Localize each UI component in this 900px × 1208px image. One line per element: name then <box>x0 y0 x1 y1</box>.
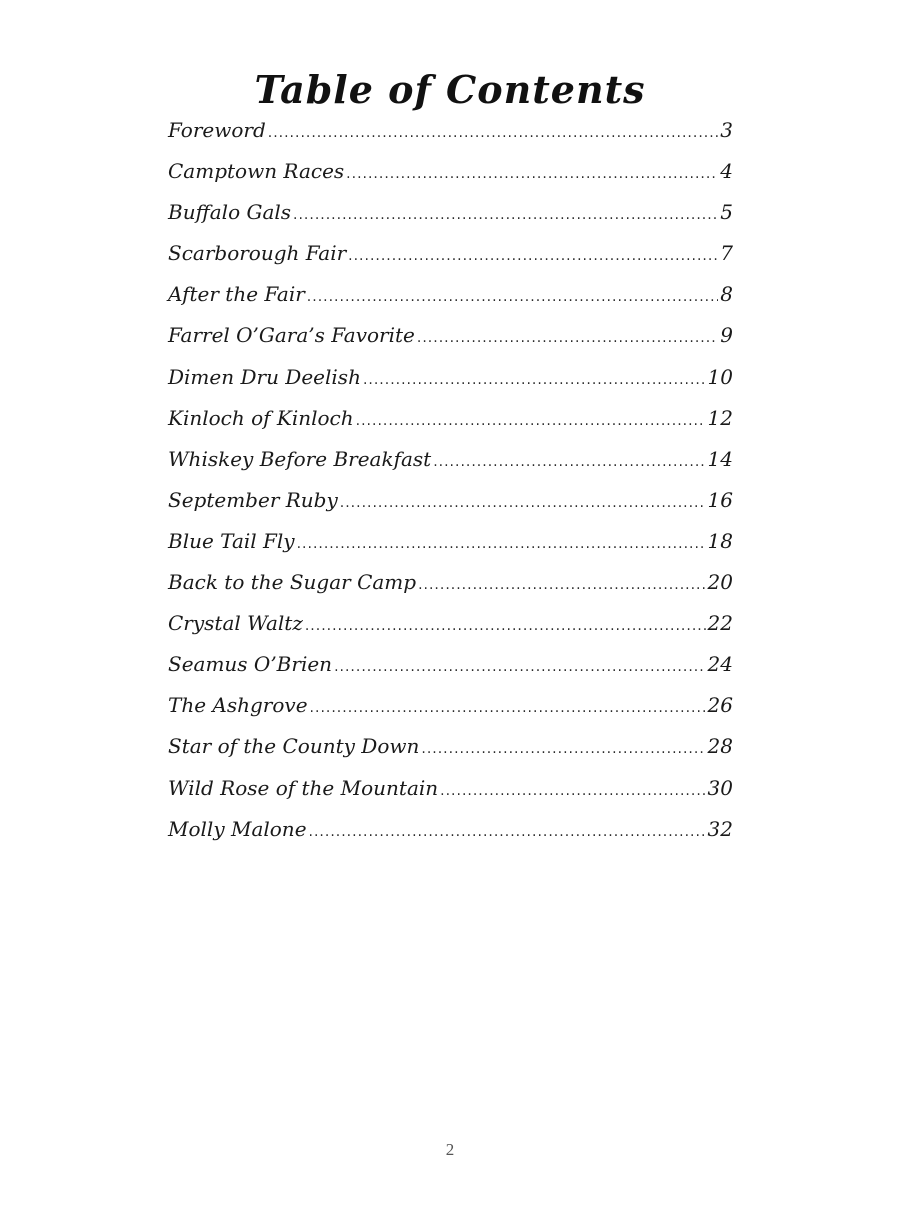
dot-leader <box>346 166 718 182</box>
dot-leader <box>340 495 706 511</box>
dot-leader <box>418 577 705 593</box>
toc-entry-title: Star of the County Down <box>168 734 420 759</box>
toc-entry[interactable] <box>168 118 733 159</box>
toc-entry-page: 12 <box>707 405 733 430</box>
toc-entry-page: 8 <box>720 282 733 307</box>
toc-entry[interactable] <box>168 406 733 447</box>
toc-entry-page: 20 <box>707 570 733 595</box>
dot-leader <box>433 454 705 470</box>
dot-leader <box>417 330 718 346</box>
toc-entry-page: 10 <box>707 364 733 389</box>
dot-leader <box>363 372 706 388</box>
toc-entry-page: 14 <box>707 446 733 471</box>
toc-entry[interactable] <box>168 241 733 282</box>
toc-entry-title: Back to the Sugar Camp <box>168 570 417 595</box>
dot-leader <box>305 618 706 634</box>
toc-entry-page: 18 <box>707 528 733 553</box>
table-of-contents <box>168 118 733 858</box>
dot-leader <box>307 289 718 305</box>
toc-entry-page: 5 <box>720 200 733 225</box>
toc-entry-title: Blue Tail Fly <box>168 528 295 553</box>
page-number: 2 <box>445 1140 455 1159</box>
dot-leader <box>268 125 719 141</box>
toc-entry[interactable] <box>168 734 733 775</box>
toc-entry[interactable] <box>168 365 733 406</box>
toc-entry-title: Kinloch of Kinloch <box>168 405 354 430</box>
toc-entry-title: Scarborough Fair <box>168 241 347 266</box>
toc-entry[interactable] <box>168 323 733 364</box>
dot-leader <box>348 248 718 264</box>
toc-entry-page: 16 <box>707 487 733 512</box>
toc-entry-page: 30 <box>707 775 733 800</box>
toc-entry[interactable] <box>168 611 733 652</box>
toc-entry[interactable] <box>168 282 733 323</box>
toc-entry[interactable] <box>168 652 733 693</box>
toc-entry-page: 26 <box>707 693 733 718</box>
toc-entry[interactable] <box>168 447 733 488</box>
toc-entry-title: Whiskey Before Breakfast <box>168 446 432 471</box>
toc-entry-page: 24 <box>707 652 733 677</box>
toc-entry[interactable] <box>168 529 733 570</box>
page-title: Table of Contents <box>254 67 646 113</box>
dot-leader <box>440 783 705 799</box>
toc-entry-title: Dimen Dru Deelish <box>168 364 361 389</box>
toc-entry[interactable] <box>168 776 733 817</box>
toc-entry[interactable] <box>168 817 733 858</box>
dot-leader <box>309 824 706 840</box>
toc-entry-title: Wild Rose of the Mountain <box>168 775 439 800</box>
toc-entry-title: Farrel O’Gara’s Favorite <box>168 323 415 348</box>
dot-leader <box>334 659 705 675</box>
toc-entry-title: Camptown Races <box>168 159 345 184</box>
toc-entry-title: September Ruby <box>168 487 338 512</box>
dot-leader <box>310 700 706 716</box>
toc-entry-title: Crystal Waltz <box>168 611 303 636</box>
toc-entry-title: After the Fair <box>168 282 305 307</box>
toc-entry-page: 7 <box>720 241 733 266</box>
toc-entry-title: Seamus O’Brien <box>168 652 333 677</box>
toc-entry-page: 32 <box>707 816 733 841</box>
toc-entry-title: The Ashgrove <box>168 693 308 718</box>
toc-entry-page: 3 <box>720 118 733 142</box>
toc-entry-page: 9 <box>720 323 733 348</box>
dot-leader <box>356 413 706 429</box>
toc-entry-title: Molly Malone <box>168 816 307 841</box>
toc-entry[interactable] <box>168 693 733 734</box>
toc-entry[interactable] <box>168 159 733 200</box>
dot-leader <box>293 207 718 223</box>
toc-entry-page: 22 <box>707 611 733 636</box>
toc-entry[interactable] <box>168 488 733 529</box>
toc-entry[interactable] <box>168 200 733 241</box>
toc-entry[interactable] <box>168 570 733 611</box>
toc-entry-page: 4 <box>720 159 733 184</box>
dot-leader <box>297 536 706 552</box>
toc-entry-title: Foreword <box>168 118 266 142</box>
toc-entry-page: 28 <box>707 734 733 759</box>
toc-entry-title: Buffalo Gals <box>168 200 292 225</box>
dot-leader <box>421 741 705 757</box>
